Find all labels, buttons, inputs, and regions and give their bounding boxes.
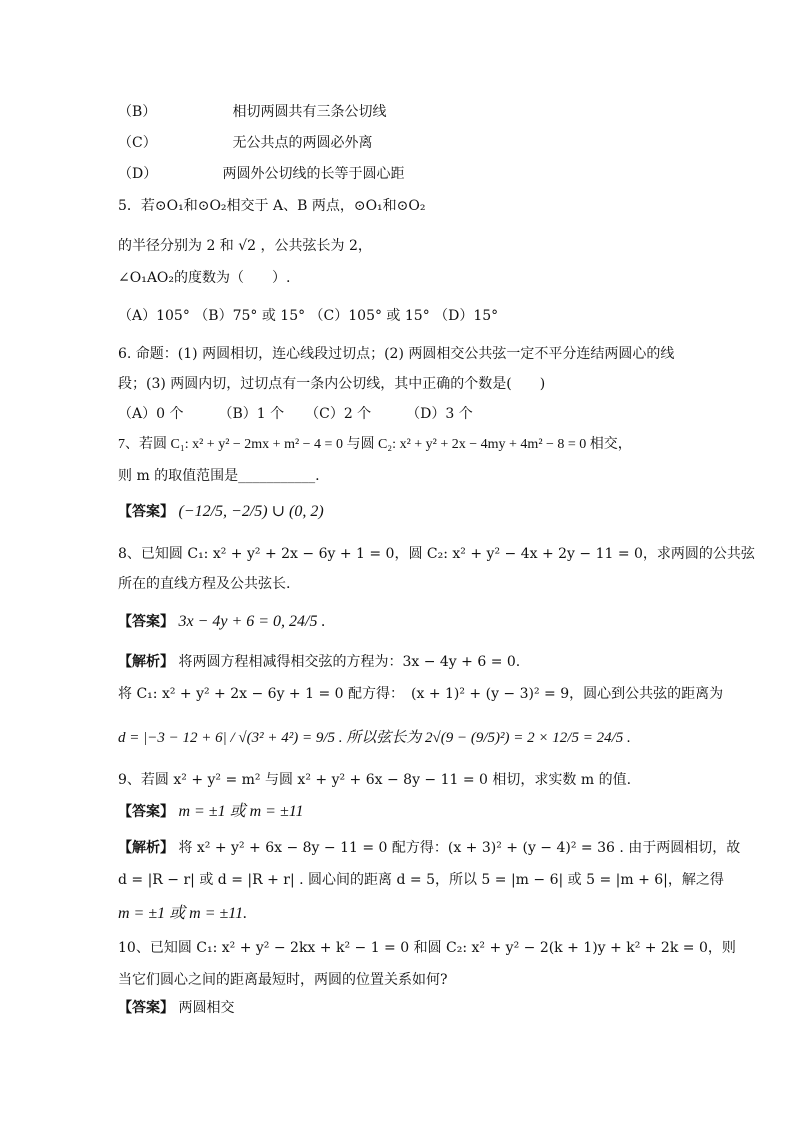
q5-options: （A）105° （B）75° 或 15° （C）105° 或 15° （D）15° bbox=[118, 308, 499, 324]
q4-option-b bbox=[118, 102, 386, 122]
q8-analysis-2: 将 C₁: x² + y² + 2x − 6y + 1 = 0 配方得： (x + 1)² + (y − 3)² = 9，圆心到公共弦的距离为 bbox=[118, 686, 724, 702]
q9-answer bbox=[118, 802, 304, 822]
q4-option-c bbox=[118, 133, 372, 153]
option-text: 相切两圆共有三条公切线 bbox=[232, 104, 387, 120]
q7-line-1 bbox=[118, 434, 632, 455]
q9-analysis-2: d = |R − r| 或 d = |R + r| . 圆心间的距离 d = 5，所以 5 = |m − 6| 或 5 = |m + 6|，解之得 bbox=[118, 872, 724, 888]
q5-line-2: 的半径分别为 2 和 √2 ，公共弦长为 2， bbox=[118, 238, 372, 254]
q9-analysis-1 bbox=[118, 838, 740, 858]
answer-label: 【答案】 bbox=[118, 804, 174, 820]
q10-answer bbox=[118, 998, 234, 1018]
option-label: （D） bbox=[118, 166, 158, 182]
q7-answer bbox=[118, 502, 324, 522]
q10-line-1: 10、已知圆 C₁: x² + y² − 2kx + k² − 1 = 0 和圆 C₂: x² + y² − 2(k + 1)y + k² + 2k = 0，则 bbox=[118, 940, 736, 956]
analysis-formula: d = |−3 − 12 + 6| / √(3² + 4²) = 9/5 . 所以弦长为 2√(9 − (9/5)²) = 2 × 12/5 = 24/5 . bbox=[118, 730, 631, 746]
q8-line-2: 所在的直线方程及公共弦长. bbox=[118, 576, 291, 592]
q8-answer bbox=[118, 612, 326, 632]
q5-line-1: 5．若⊙O₁和⊙O₂相交于 A、B 两点，⊙O₁和⊙O₂ bbox=[118, 198, 426, 214]
q8-line-1: 8、已知圆 C₁: x² + y² + 2x − 6y + 1 = 0，圆 C₂: x² + y² − 4x + 2y − 11 = 0，求两圆的公共弦 bbox=[118, 546, 755, 562]
option-text: 无公共点的两圆必外离 bbox=[232, 135, 373, 151]
analysis-label: 【解析】 bbox=[118, 654, 174, 670]
q7-line-2: 则 m 的取值范围是___________. bbox=[118, 468, 320, 484]
q8-analysis-1 bbox=[118, 652, 520, 672]
answer-label: 【答案】 bbox=[118, 614, 174, 630]
analysis-text: 将 x² + y² + 6x − 8y − 11 = 0 配方得：(x + 3)² + (y − 4)² = 36 . 由于两圆相切，故 bbox=[178, 840, 741, 856]
analysis-text: 将两圆方程相减得相交弦的方程为：3x − 4y + 6 = 0. bbox=[178, 654, 521, 670]
answer-value: 两圆相交 bbox=[178, 1000, 235, 1016]
answer-value: 3x − 4y + 6 = 0, 24/5 . bbox=[178, 613, 326, 630]
q9-analysis-3 bbox=[118, 904, 247, 924]
q10-line-2: 当它们圆心之间的距离最短时，两圆的位置关系如何? bbox=[118, 972, 448, 988]
q8-analysis-3 bbox=[118, 728, 631, 748]
answer-value: m = ±1 或 m = ±11 bbox=[178, 803, 304, 820]
analysis-result: m = ±1 或 m = ±11. bbox=[118, 905, 248, 922]
option-label: （C） bbox=[118, 135, 157, 151]
q6-line-1: 6. 命题：(1) 两圆相切，连心线段过切点；(2) 两圆相交公共弦一定不平分连结两圆心的线 bbox=[118, 346, 675, 362]
q6-options: （A）0 个 （B）1 个 （C）2 个 （D）3 个 bbox=[118, 406, 473, 422]
answer-value: (−12/5, −2/5) ∪ (0, 2) bbox=[178, 503, 324, 520]
q9-line-1: 9、若圆 x² + y² = m² 与圆 x² + y² + 6x − 8y − 11 = 0 相切，求实数 m 的值. bbox=[118, 772, 632, 788]
option-text: 两圆外公切线的长等于圆心距 bbox=[222, 166, 405, 182]
answer-label: 【答案】 bbox=[118, 504, 174, 520]
q6-line-2: 段；(3) 两圆内切，过切点有一条内公切线，其中正确的个数是( ) bbox=[118, 376, 546, 392]
analysis-label: 【解析】 bbox=[118, 840, 174, 856]
option-label: （B） bbox=[118, 104, 157, 120]
q4-option-d bbox=[118, 164, 404, 184]
answer-label: 【答案】 bbox=[118, 1000, 174, 1016]
q7-question-text: 7、若圆 C₁: x² + y² − 2mx + m² − 4 = 0 与圆 C₂: x² + y² + 2x − 4my + 4m² − 8 = 0 相交， bbox=[118, 437, 632, 452]
q5-line-3: ∠O₁AO₂的度数为（ ）. bbox=[118, 270, 291, 286]
